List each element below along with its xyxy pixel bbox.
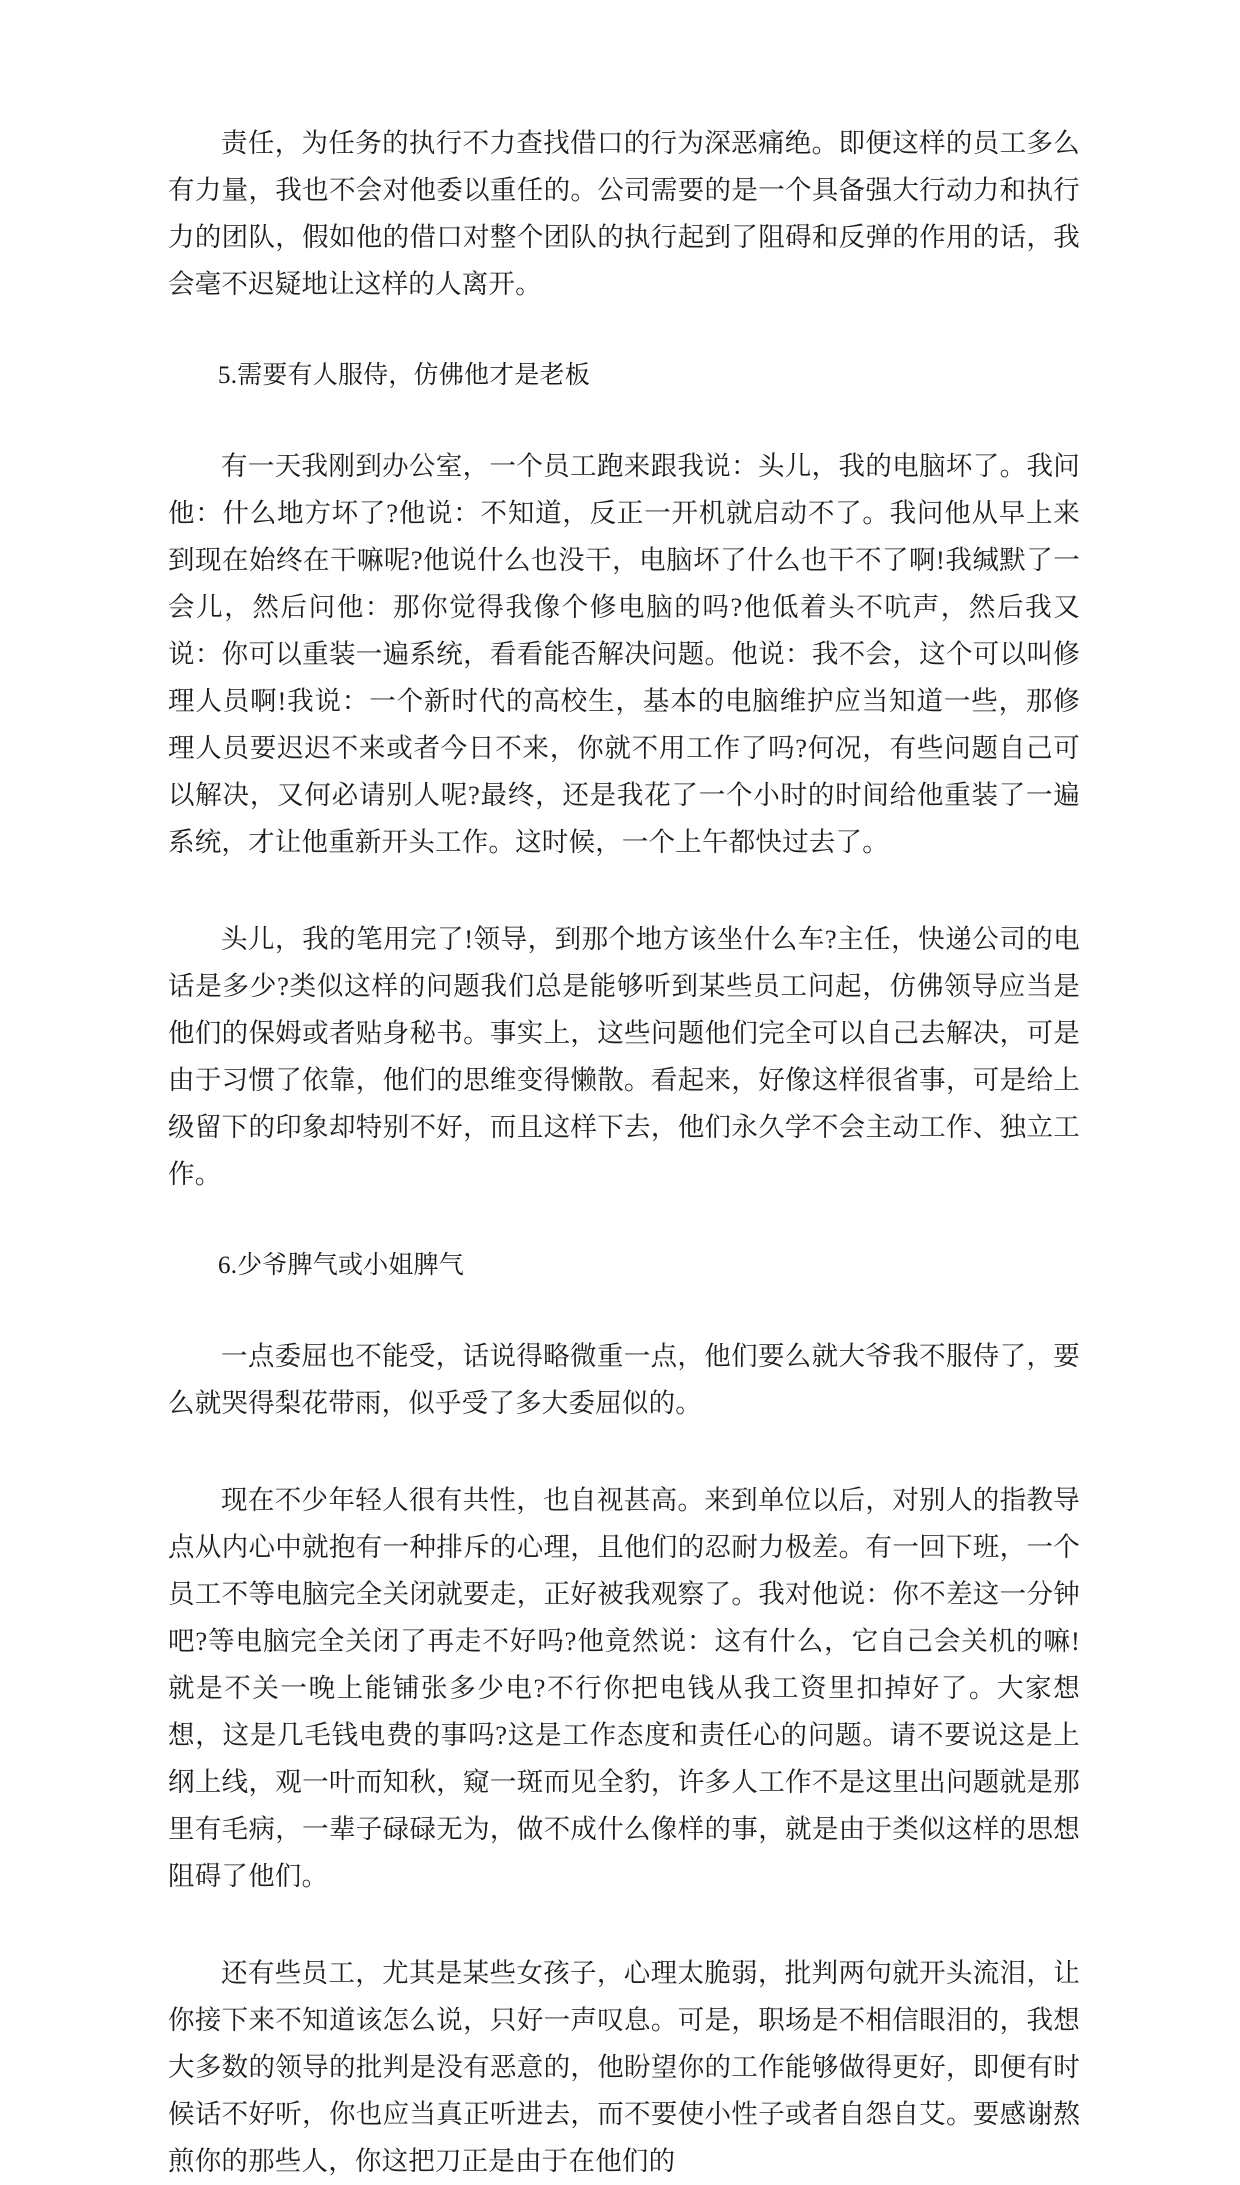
block-spacer — [168, 1319, 1080, 1333]
block-spacer — [168, 338, 1080, 352]
document-body — [168, 120, 1080, 2185]
block-spacer — [168, 429, 1080, 443]
paragraph-young-people: 现在不少年轻人很有共性，也自视甚高。来到单位以后，对别人的指教导点从内心中就抱有一种排斥的心理，且他们的忍耐力极差。有一回下班，一个员工不等电脑完全关闭就要走，正好被我观察了。我对他说：你不差这一分钟吧?等电脑完全关闭了再走不好吗?他竟然说：这有什么，它自己会关机的嘛!就是不关一晚上能铺张多少电?不行你把电钱从我工资里扣掉好了。大家想想，这是几毛钱电费的事吗?这是工作态度和责任心的问题。请不要说这是上纲上线，观一叶而知秋，窥一斑而见全豹，许多人工作不是这里出问题就是那里有毛病，一辈子碌碌无为，做不成什么像样的事，就是由于类似这样的思想阻碍了他们。 — [168, 1485, 1080, 1891]
paragraph-fragile-employees: 还有些员工，尤其是某些女孩子，心理太脆弱，批判两句就开头流泪，让你接下来不知道该怎么说，只好一声叹息。可是，职场是不相信眼泪的，我想大多数的领导的批判是没有恶意的，他盼望你的工作能够做得更好，即便有时候话不好听，你也应当真正听进去，而不要使小性子或者自怨自艾。要感谢熬煎你的那些人，你这把刀正是由于在他们的 — [168, 1958, 1080, 2176]
heading-6: 6.少爷脾气或小姐脾气 — [218, 1252, 464, 1279]
heading-5: 5.需要有人服侍，仿佛他才是老板 — [218, 362, 590, 389]
block-spacer — [168, 896, 1080, 916]
paragraph-pen-used-up: 头儿，我的笔用完了!领导，到那个地方该坐什么车?主任，快递公司的电话是多少?类似这样的问题我们总是能够听到某些员工问起，仿佛领导应当是他们的保姆或者贴身秘书。事实上，这些问题他们完全可以自己去解决，可是由于习惯了依靠，他们的思维变得懒散。看起来，好像这样很省事，可是给上级留下的印象却特别不好，而且这样下去，他们永久学不会主动工作、独立工作。 — [168, 924, 1080, 1189]
paragraph-grievance: 一点委屈也不能受，话说得略微重一点，他们要么就大爷我不服侍了，要么就哭得梨花带雨，似乎受了多大委屈似的。 — [168, 1341, 1080, 1418]
paragraph-computer-broken: 有一天我刚到办公室，一个员工跑来跟我说：头儿，我的电脑坏了。我问他：什么地方坏了?他说：不知道，反正一开机就启动不了。我问他从早上来到现在始终在干嘛呢?他说什么也没干，电脑坏了什么也干不了啊!我缄默了一会儿，然后问他：那你觉得我像个修电脑的吗?他低着头不吭声，然后我又说：你可以重装一遍系统，看看能否解决问题。他说：我不会，这个可以叫修理人员啊!我说：一个新时代的高校生，基本的电脑维护应当知道一些，那修理人员要迟迟不来或者今日不来，你就不用工作了吗?何况，有些问题自己可以解决，又何必请别人呢?最终，还是我花了一个小时的时间给他重装了一遍系统，才让他重新开头工作。这时候，一个上午都快过去了。 — [168, 451, 1080, 857]
block-spacer — [168, 1930, 1080, 1950]
block-spacer — [168, 1457, 1080, 1477]
paragraph-responsibility: 责任，为任务的执行不力查找借口的行为深恶痛绝。即便这样的员工多么有力量，我也不会对他委以重任的。公司需要的是一个具备强大行动力和执行力的团队，假如他的借口对整个团队的执行起到了阻碍和反弹的作用的话，我会毫不迟疑地让这样的人离开。 — [168, 128, 1080, 299]
block-spacer — [168, 1228, 1080, 1242]
